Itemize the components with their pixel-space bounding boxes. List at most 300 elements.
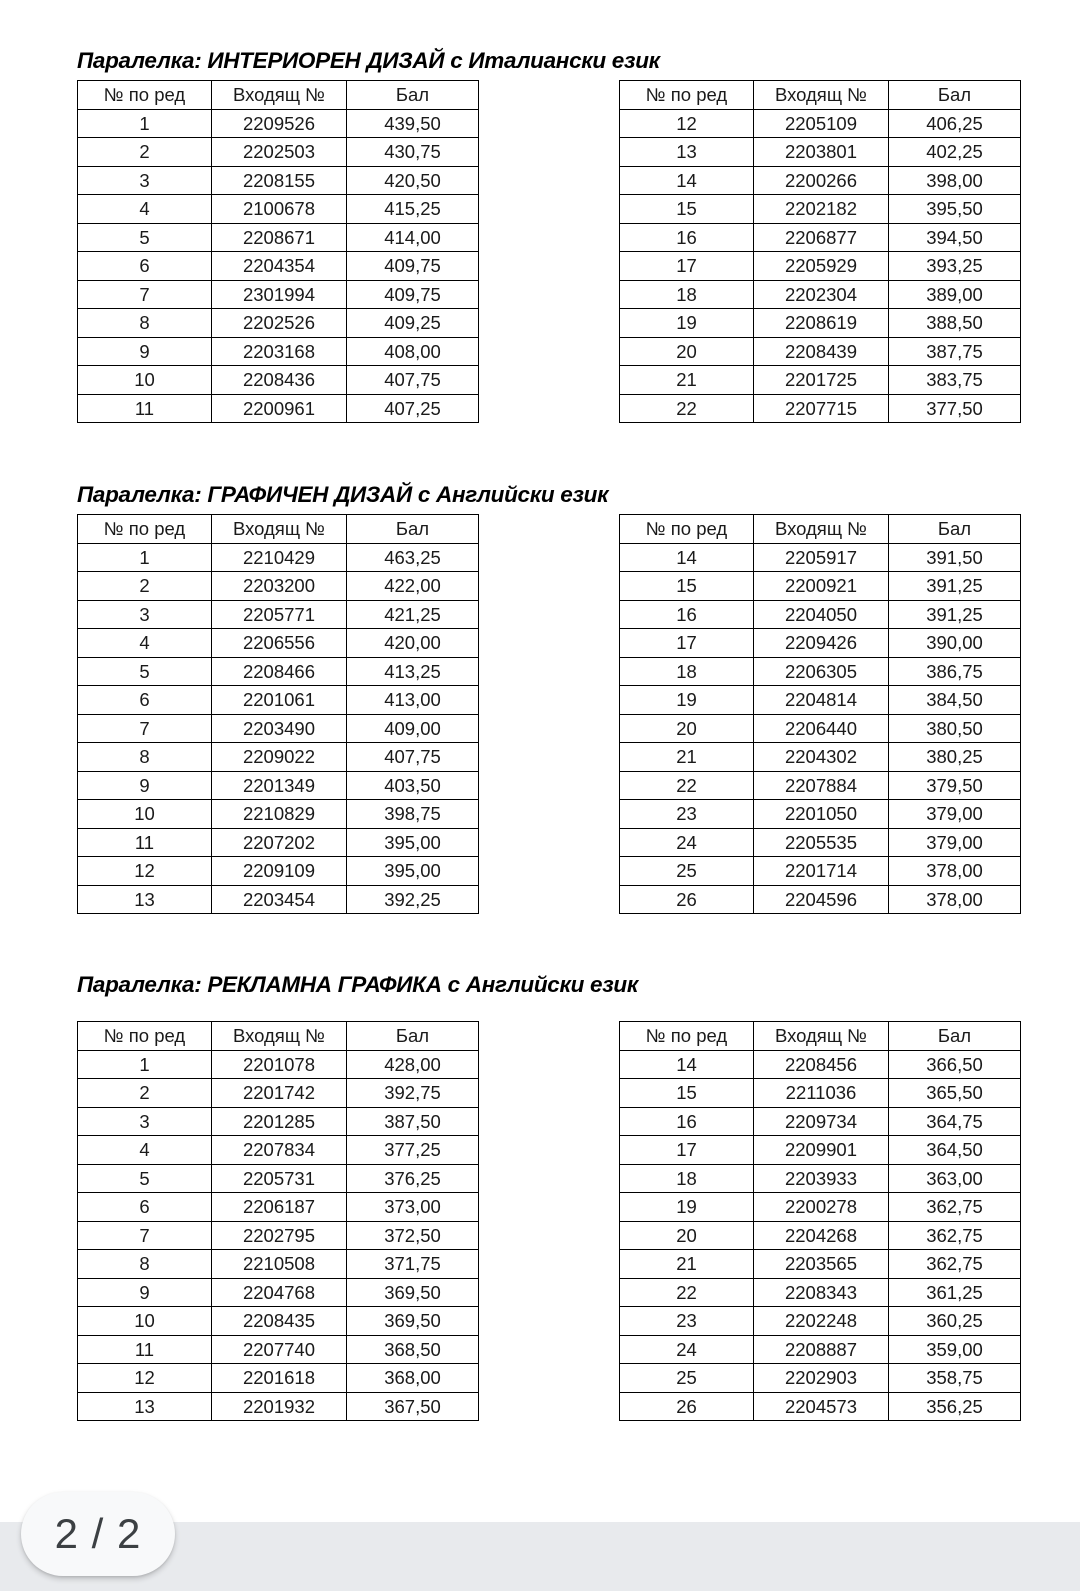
cell-rank: 24 <box>620 1335 754 1364</box>
table-row <box>78 1392 479 1421</box>
column-header-incoming-number: Входящ № <box>754 515 889 544</box>
cell-incoming-number: 2201714 <box>754 857 889 886</box>
cell-score: 394,50 <box>889 223 1021 252</box>
cell-rank: 25 <box>620 1364 754 1393</box>
cell-incoming-number: 2208343 <box>754 1278 889 1307</box>
section-graphic-design <box>77 481 1027 910</box>
cell-incoming-number: 2208887 <box>754 1335 889 1364</box>
table-row <box>78 1250 479 1279</box>
cell-score: 363,00 <box>889 1164 1021 1193</box>
cell-score: 379,00 <box>889 800 1021 829</box>
cell-incoming-number: 2204354 <box>212 252 347 281</box>
table-row <box>78 857 479 886</box>
cell-rank: 5 <box>78 657 212 686</box>
table-row <box>620 743 1021 772</box>
table-row <box>620 1164 1021 1193</box>
cell-rank: 11 <box>78 394 212 423</box>
ranking-table-right <box>619 1021 1021 1421</box>
table-row <box>620 543 1021 572</box>
column-header-incoming-number: Входящ № <box>212 515 347 544</box>
cell-rank: 14 <box>620 1050 754 1079</box>
cell-rank: 11 <box>78 1335 212 1364</box>
cell-score: 362,75 <box>889 1193 1021 1222</box>
cell-score: 360,25 <box>889 1307 1021 1336</box>
cell-score: 387,75 <box>889 337 1021 366</box>
cell-rank: 9 <box>78 1278 212 1307</box>
cell-incoming-number: 2202503 <box>212 138 347 167</box>
cell-rank: 8 <box>78 743 212 772</box>
cell-incoming-number: 2207834 <box>212 1136 347 1165</box>
cell-rank: 12 <box>78 857 212 886</box>
section-title: Паралелка: ИНТЕРИОРЕН ДИЗАЙ с Италиански език <box>77 48 660 73</box>
cell-score: 403,50 <box>347 771 479 800</box>
cell-rank: 10 <box>78 800 212 829</box>
cell-incoming-number: 2209901 <box>754 1136 889 1165</box>
cell-rank: 21 <box>620 743 754 772</box>
cell-incoming-number: 2201050 <box>754 800 889 829</box>
cell-rank: 15 <box>620 1079 754 1108</box>
table-row <box>78 1136 479 1165</box>
table-row <box>78 252 479 281</box>
cell-rank: 15 <box>620 572 754 601</box>
table-row <box>620 771 1021 800</box>
cell-score: 356,25 <box>889 1392 1021 1421</box>
cell-rank: 13 <box>620 138 754 167</box>
cell-score: 395,00 <box>347 857 479 886</box>
table-row <box>78 743 479 772</box>
cell-score: 371,75 <box>347 1250 479 1279</box>
table-header-row <box>620 81 1021 110</box>
cell-score: 366,50 <box>889 1050 1021 1079</box>
cell-rank: 18 <box>620 1164 754 1193</box>
table-row <box>620 686 1021 715</box>
column-header-score: Бал <box>889 515 1021 544</box>
cell-rank: 26 <box>620 1392 754 1421</box>
cell-score: 389,00 <box>889 280 1021 309</box>
cell-score: 409,75 <box>347 280 479 309</box>
table-row <box>78 600 479 629</box>
cell-incoming-number: 2209526 <box>212 109 347 138</box>
cell-incoming-number: 2208671 <box>212 223 347 252</box>
cell-rank: 17 <box>620 1136 754 1165</box>
cell-score: 378,00 <box>889 857 1021 886</box>
table-row <box>620 1364 1021 1393</box>
cell-score: 379,50 <box>889 771 1021 800</box>
cell-incoming-number: 2100678 <box>212 195 347 224</box>
cell-score: 414,00 <box>347 223 479 252</box>
table-row <box>620 1307 1021 1336</box>
cell-incoming-number: 2203801 <box>754 138 889 167</box>
cell-score: 413,25 <box>347 657 479 686</box>
cell-incoming-number: 2206187 <box>212 1193 347 1222</box>
cell-rank: 14 <box>620 543 754 572</box>
cell-rank: 23 <box>620 1307 754 1336</box>
table-row <box>78 800 479 829</box>
cell-incoming-number: 2208435 <box>212 1307 347 1336</box>
cell-incoming-number: 2204768 <box>212 1278 347 1307</box>
cell-score: 407,25 <box>347 394 479 423</box>
table-row <box>78 1335 479 1364</box>
cell-rank: 19 <box>620 309 754 338</box>
cell-rank: 8 <box>78 1250 212 1279</box>
table-row <box>620 252 1021 281</box>
ranking-table-right <box>619 80 1021 423</box>
cell-incoming-number: 2210829 <box>212 800 347 829</box>
table-row <box>620 714 1021 743</box>
table-row <box>78 1107 479 1136</box>
cell-score: 359,00 <box>889 1335 1021 1364</box>
cell-score: 383,75 <box>889 366 1021 395</box>
cell-rank: 5 <box>78 223 212 252</box>
cell-rank: 22 <box>620 394 754 423</box>
table-row <box>620 280 1021 309</box>
cell-score: 391,50 <box>889 543 1021 572</box>
cell-rank: 2 <box>78 1079 212 1108</box>
cell-rank: 18 <box>620 280 754 309</box>
cell-score: 362,75 <box>889 1250 1021 1279</box>
table-row <box>78 1307 479 1336</box>
column-header-rank: № по ред <box>78 515 212 544</box>
cell-score: 398,00 <box>889 166 1021 195</box>
cell-score: 373,00 <box>347 1193 479 1222</box>
table-row <box>620 109 1021 138</box>
cell-score: 395,00 <box>347 828 479 857</box>
cell-incoming-number: 2209426 <box>754 629 889 658</box>
cell-score: 388,50 <box>889 309 1021 338</box>
cell-incoming-number: 2205731 <box>212 1164 347 1193</box>
cell-rank: 17 <box>620 629 754 658</box>
cell-rank: 13 <box>78 885 212 914</box>
table-row <box>78 543 479 572</box>
cell-rank: 21 <box>620 366 754 395</box>
cell-score: 422,00 <box>347 572 479 601</box>
cell-incoming-number: 2202526 <box>212 309 347 338</box>
cell-incoming-number: 2205929 <box>754 252 889 281</box>
cell-rank: 1 <box>78 109 212 138</box>
cell-score: 364,75 <box>889 1107 1021 1136</box>
cell-score: 392,75 <box>347 1079 479 1108</box>
cell-score: 387,50 <box>347 1107 479 1136</box>
cell-rank: 8 <box>78 309 212 338</box>
table-row <box>78 1221 479 1250</box>
column-header-score: Бал <box>347 1022 479 1051</box>
cell-rank: 2 <box>78 572 212 601</box>
table-row <box>78 309 479 338</box>
column-header-rank: № по ред <box>620 515 754 544</box>
table-row <box>620 1050 1021 1079</box>
column-header-incoming-number: Входящ № <box>754 81 889 110</box>
cell-score: 377,50 <box>889 394 1021 423</box>
cell-score: 409,00 <box>347 714 479 743</box>
table-row <box>620 800 1021 829</box>
cell-rank: 7 <box>78 714 212 743</box>
table-row <box>78 686 479 715</box>
table-row <box>620 366 1021 395</box>
cell-rank: 20 <box>620 714 754 743</box>
cell-incoming-number: 2206440 <box>754 714 889 743</box>
cell-score: 391,25 <box>889 600 1021 629</box>
cell-incoming-number: 2206877 <box>754 223 889 252</box>
cell-incoming-number: 2203933 <box>754 1164 889 1193</box>
table-row <box>78 109 479 138</box>
table-row <box>620 828 1021 857</box>
cell-rank: 7 <box>78 1221 212 1250</box>
cell-score: 379,00 <box>889 828 1021 857</box>
cell-rank: 10 <box>78 1307 212 1336</box>
table-row <box>78 1278 479 1307</box>
cell-rank: 24 <box>620 828 754 857</box>
table-row <box>620 337 1021 366</box>
table-row <box>620 629 1021 658</box>
table-row <box>78 1193 479 1222</box>
section-title: Паралелка: РЕКЛАМНА ГРАФИКА с Английски език <box>77 972 638 997</box>
cell-rank: 12 <box>620 109 754 138</box>
table-row <box>620 223 1021 252</box>
table-row <box>620 309 1021 338</box>
cell-incoming-number: 2204050 <box>754 600 889 629</box>
cell-rank: 17 <box>620 252 754 281</box>
table-row <box>78 657 479 686</box>
cell-incoming-number: 2202182 <box>754 195 889 224</box>
ranking-table-left <box>77 80 479 423</box>
cell-incoming-number: 2209022 <box>212 743 347 772</box>
cell-rank: 23 <box>620 800 754 829</box>
table-row <box>78 195 479 224</box>
column-header-rank: № по ред <box>78 1022 212 1051</box>
cell-incoming-number: 2203168 <box>212 337 347 366</box>
cell-rank: 7 <box>78 280 212 309</box>
cell-incoming-number: 2201932 <box>212 1392 347 1421</box>
cell-rank: 2 <box>78 138 212 167</box>
cell-incoming-number: 2205109 <box>754 109 889 138</box>
cell-incoming-number: 2201285 <box>212 1107 347 1136</box>
table-header-row <box>78 515 479 544</box>
table-row <box>620 394 1021 423</box>
cell-rank: 4 <box>78 629 212 658</box>
table-row <box>620 1107 1021 1136</box>
cell-score: 420,50 <box>347 166 479 195</box>
column-header-rank: № по ред <box>620 81 754 110</box>
cell-rank: 12 <box>78 1364 212 1393</box>
cell-rank: 9 <box>78 771 212 800</box>
table-row <box>78 1050 479 1079</box>
table-header-row <box>620 1022 1021 1051</box>
cell-rank: 21 <box>620 1250 754 1279</box>
cell-score: 377,25 <box>347 1136 479 1165</box>
column-header-incoming-number: Входящ № <box>212 81 347 110</box>
cell-score: 420,00 <box>347 629 479 658</box>
cell-score: 408,00 <box>347 337 479 366</box>
cell-score: 362,75 <box>889 1221 1021 1250</box>
table-row <box>78 771 479 800</box>
cell-incoming-number: 2210508 <box>212 1250 347 1279</box>
cell-incoming-number: 2207202 <box>212 828 347 857</box>
cell-incoming-number: 2208436 <box>212 366 347 395</box>
table-row <box>78 138 479 167</box>
cell-incoming-number: 2208439 <box>754 337 889 366</box>
cell-rank: 16 <box>620 600 754 629</box>
cell-rank: 6 <box>78 252 212 281</box>
cell-score: 368,50 <box>347 1335 479 1364</box>
table-row <box>620 1193 1021 1222</box>
table-row <box>620 657 1021 686</box>
cell-incoming-number: 2209734 <box>754 1107 889 1136</box>
table-row <box>620 138 1021 167</box>
column-header-score: Бал <box>889 81 1021 110</box>
cell-score: 463,25 <box>347 543 479 572</box>
cell-score: 421,25 <box>347 600 479 629</box>
cell-incoming-number: 2203565 <box>754 1250 889 1279</box>
cell-score: 372,50 <box>347 1221 479 1250</box>
table-row <box>78 828 479 857</box>
table-row <box>620 1221 1021 1250</box>
cell-score: 384,50 <box>889 686 1021 715</box>
cell-score: 367,50 <box>347 1392 479 1421</box>
cell-score: 391,25 <box>889 572 1021 601</box>
cell-score: 380,25 <box>889 743 1021 772</box>
ranking-table-left <box>77 1021 479 1421</box>
cell-rank: 20 <box>620 1221 754 1250</box>
column-header-rank: № по ред <box>78 81 212 110</box>
section-advertising-graphics <box>77 971 1027 1417</box>
cell-rank: 14 <box>620 166 754 195</box>
table-header-row <box>78 1022 479 1051</box>
column-header-score: Бал <box>889 1022 1021 1051</box>
table-row <box>78 337 479 366</box>
table-row <box>620 885 1021 914</box>
cell-incoming-number: 2201061 <box>212 686 347 715</box>
cell-incoming-number: 2207884 <box>754 771 889 800</box>
cell-score: 368,00 <box>347 1364 479 1393</box>
cell-score: 380,50 <box>889 714 1021 743</box>
column-header-score: Бал <box>347 81 479 110</box>
cell-rank: 19 <box>620 1193 754 1222</box>
cell-score: 361,25 <box>889 1278 1021 1307</box>
cell-rank: 1 <box>78 1050 212 1079</box>
cell-incoming-number: 2200266 <box>754 166 889 195</box>
cell-incoming-number: 2201725 <box>754 366 889 395</box>
cell-incoming-number: 2201742 <box>212 1079 347 1108</box>
cell-incoming-number: 2208619 <box>754 309 889 338</box>
column-header-score: Бал <box>347 515 479 544</box>
table-row <box>620 166 1021 195</box>
cell-incoming-number: 2204573 <box>754 1392 889 1421</box>
table-row <box>78 1364 479 1393</box>
cell-score: 369,50 <box>347 1278 479 1307</box>
cell-score: 390,00 <box>889 629 1021 658</box>
cell-rank: 18 <box>620 657 754 686</box>
cell-score: 402,25 <box>889 138 1021 167</box>
cell-incoming-number: 2206556 <box>212 629 347 658</box>
table-row <box>620 1335 1021 1364</box>
cell-rank: 6 <box>78 1193 212 1222</box>
cell-rank: 25 <box>620 857 754 886</box>
cell-rank: 10 <box>78 366 212 395</box>
cell-incoming-number: 2202903 <box>754 1364 889 1393</box>
cell-rank: 19 <box>620 686 754 715</box>
table-row <box>78 572 479 601</box>
ranking-table-left <box>77 514 479 914</box>
cell-incoming-number: 2207715 <box>754 394 889 423</box>
cell-rank: 3 <box>78 166 212 195</box>
cell-score: 393,25 <box>889 252 1021 281</box>
cell-score: 398,75 <box>347 800 479 829</box>
table-row <box>620 572 1021 601</box>
cell-rank: 3 <box>78 1107 212 1136</box>
section-interior-design <box>77 47 1027 419</box>
cell-incoming-number: 2208456 <box>754 1050 889 1079</box>
cell-rank: 6 <box>78 686 212 715</box>
cell-score: 407,75 <box>347 743 479 772</box>
cell-score: 358,75 <box>889 1364 1021 1393</box>
table-row <box>78 366 479 395</box>
cell-rank: 15 <box>620 195 754 224</box>
table-row <box>78 714 479 743</box>
cell-score: 428,00 <box>347 1050 479 1079</box>
cell-incoming-number: 2203454 <box>212 885 347 914</box>
cell-rank: 16 <box>620 223 754 252</box>
table-row <box>78 1079 479 1108</box>
cell-incoming-number: 2205535 <box>754 828 889 857</box>
table-row <box>78 223 479 252</box>
cell-score: 409,75 <box>347 252 479 281</box>
cell-score: 413,00 <box>347 686 479 715</box>
cell-score: 376,25 <box>347 1164 479 1193</box>
cell-rank: 26 <box>620 885 754 914</box>
cell-incoming-number: 2204596 <box>754 885 889 914</box>
table-row <box>620 1278 1021 1307</box>
table-row <box>620 195 1021 224</box>
cell-rank: 4 <box>78 195 212 224</box>
cell-incoming-number: 2204814 <box>754 686 889 715</box>
cell-score: 415,25 <box>347 195 479 224</box>
cell-incoming-number: 2201618 <box>212 1364 347 1393</box>
cell-rank: 20 <box>620 337 754 366</box>
cell-rank: 9 <box>78 337 212 366</box>
cell-incoming-number: 2206305 <box>754 657 889 686</box>
cell-incoming-number: 2201349 <box>212 771 347 800</box>
cell-incoming-number: 2209109 <box>212 857 347 886</box>
cell-incoming-number: 2200278 <box>754 1193 889 1222</box>
cell-score: 406,25 <box>889 109 1021 138</box>
cell-incoming-number: 2301994 <box>212 280 347 309</box>
cell-score: 395,50 <box>889 195 1021 224</box>
cell-score: 439,50 <box>347 109 479 138</box>
cell-incoming-number: 2211036 <box>754 1079 889 1108</box>
cell-incoming-number: 2202795 <box>212 1221 347 1250</box>
cell-incoming-number: 2200921 <box>754 572 889 601</box>
cell-incoming-number: 2208466 <box>212 657 347 686</box>
table-row <box>78 1164 479 1193</box>
cell-incoming-number: 2203200 <box>212 572 347 601</box>
column-header-incoming-number: Входящ № <box>754 1022 889 1051</box>
cell-rank: 22 <box>620 771 754 800</box>
table-row <box>78 629 479 658</box>
cell-rank: 4 <box>78 1136 212 1165</box>
cell-incoming-number: 2203490 <box>212 714 347 743</box>
column-header-incoming-number: Входящ № <box>212 1022 347 1051</box>
cell-incoming-number: 2202304 <box>754 280 889 309</box>
cell-score: 392,25 <box>347 885 479 914</box>
table-row <box>78 394 479 423</box>
table-row <box>620 857 1021 886</box>
cell-score: 407,75 <box>347 366 479 395</box>
cell-score: 364,50 <box>889 1136 1021 1165</box>
table-row <box>620 600 1021 629</box>
cell-incoming-number: 2205771 <box>212 600 347 629</box>
cell-incoming-number: 2202248 <box>754 1307 889 1336</box>
table-row <box>78 280 479 309</box>
